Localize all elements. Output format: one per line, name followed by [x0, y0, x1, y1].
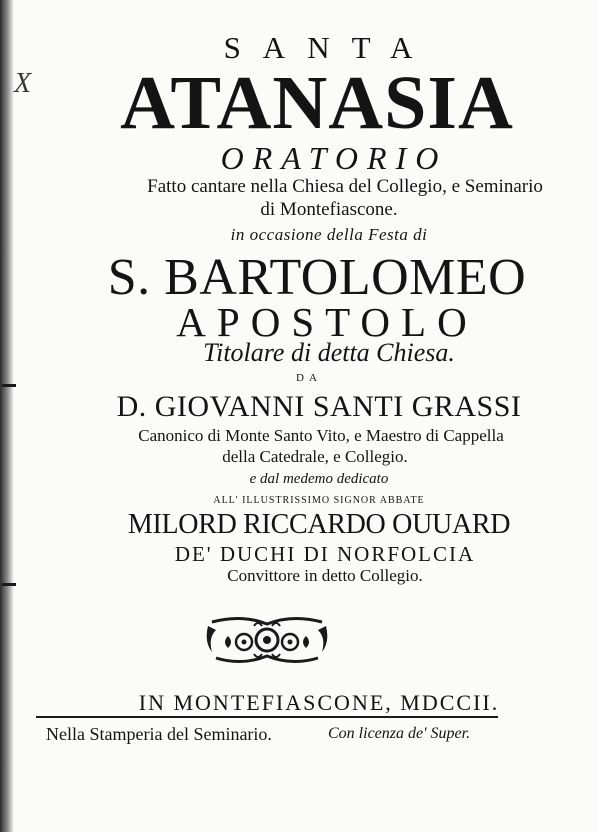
printer-line: Nella Stamperia del Seminario. [46, 724, 272, 744]
imprint-rule [36, 716, 498, 718]
floral-ornament-icon [202, 612, 332, 670]
margin-mark [2, 384, 16, 387]
composer-name: D. GIOVANNI SANTI GRASSI [116, 390, 522, 423]
saint-name: S. BARTOLOMEO [107, 249, 527, 306]
dedicatee-name: MILORD RICCARDO OUUARD [127, 509, 511, 540]
handwritten-mark: X [14, 68, 32, 99]
performance-note-line-2: di Montefiascone. [260, 199, 398, 220]
dedication-line: e dal medemo dedicato [249, 471, 389, 487]
composer-role-line-2: della Catedrale, e Collegio. [222, 447, 408, 466]
dedicatee-status: Convittore in detto Collegio. [227, 566, 423, 585]
saint-title: APOSTOLO [176, 299, 478, 345]
performance-note-line-1: Fatto cantare nella Chiesa del Collegio, e Seminario [147, 176, 543, 197]
heading-santa: SANTA [223, 30, 435, 65]
dedicatee-honorific: ALL' ILLUSTRISSIMO SIGNOR ABBATE [213, 495, 425, 506]
titular-line: Titolare di detta Chiesa. [203, 338, 455, 367]
genre-heading: ORATORIO [220, 140, 448, 176]
composer-role-line-1: Canonico di Monte Santo Vito, e Maestro di Cappella [138, 426, 504, 445]
dedicatee-family: DE' DUCHI DI NORFOLCIA [174, 542, 476, 566]
main-title: ATANASIA [120, 61, 514, 145]
imprint-place-date: IN MONTEFIASCONE, MDCCII. [138, 690, 500, 715]
occasion-line: in occasione della Festa di [230, 225, 428, 244]
by-line: DA [296, 372, 322, 384]
license-line: Con licenza de' Super. [328, 725, 471, 742]
